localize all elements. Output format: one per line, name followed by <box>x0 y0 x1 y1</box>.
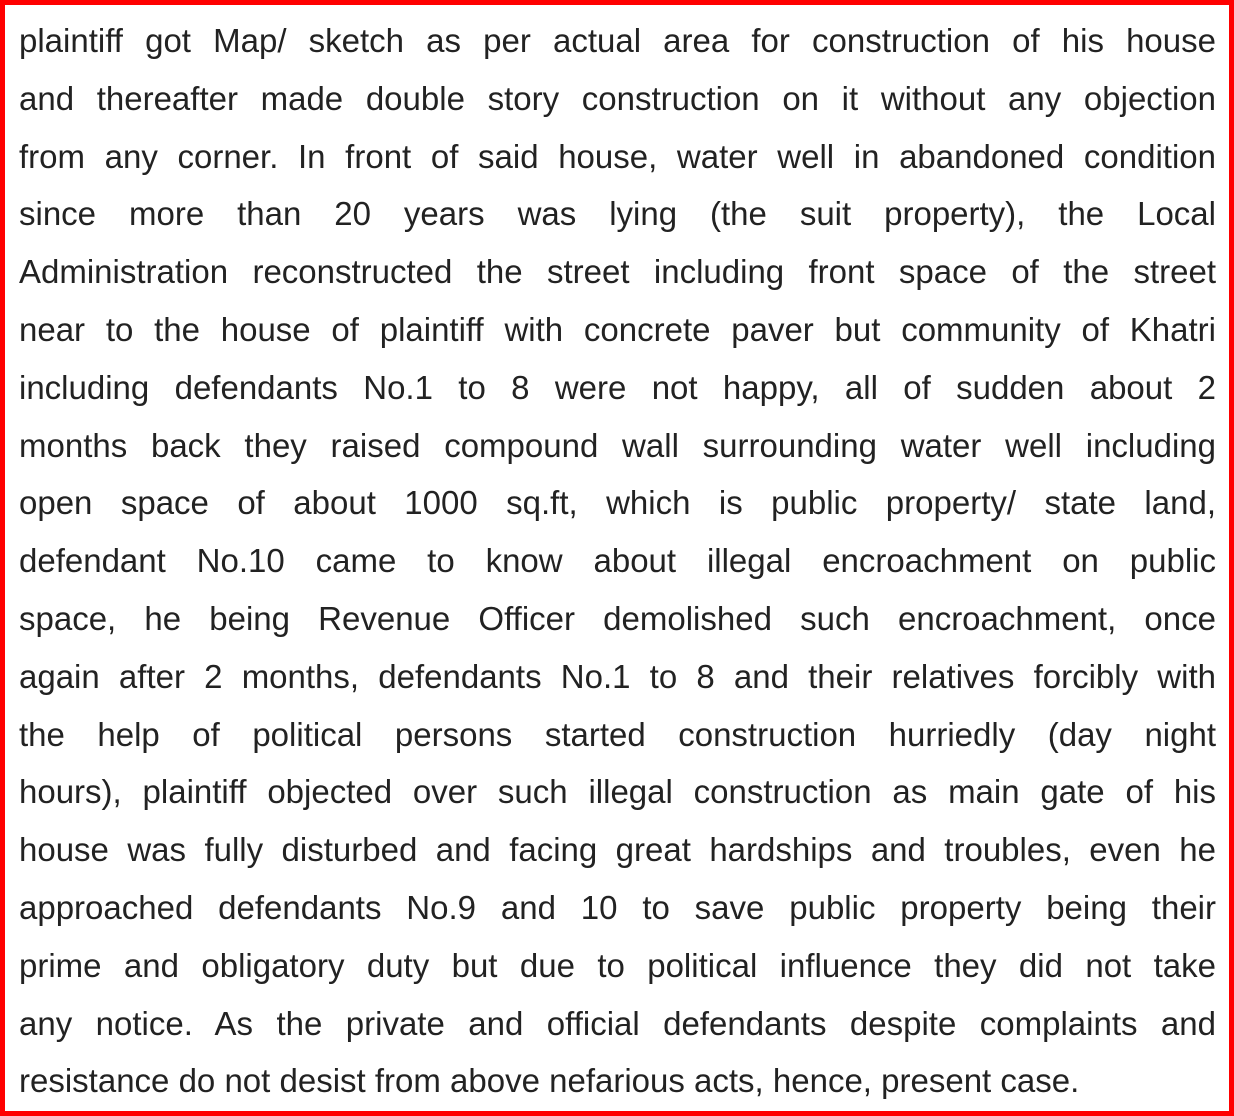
paragraph-line: again after 2 months, defendants No.1 to 8 and their relatives forcibly with <box>19 657 1216 695</box>
paragraph-line: the help of political persons started construction hurriedly (day night <box>19 715 1216 753</box>
paragraph-line: Administration reconstructed the street including front space of the street <box>19 253 1216 291</box>
paragraph-line: since more than 20 years was lying (the suit property), the Local <box>19 195 1216 233</box>
paragraph-line: hours), plaintiff objected over such illegal construction as main gate of his <box>19 773 1216 811</box>
document-paragraph <box>19 12 1216 1110</box>
paragraph-line: any notice. As the private and official defendants despite complaints and <box>19 1004 1216 1042</box>
paragraph-line: near to the house of plaintiff with concrete paver but community of Khatri <box>19 310 1216 348</box>
paragraph-line: resistance do not desist from above nefarious acts, hence, present case. <box>19 1062 1080 1100</box>
paragraph-line: defendant No.10 came to know about illegal encroachment on public <box>19 542 1216 580</box>
paragraph-line: plaintiff got Map/ sketch as per actual area for construction of his house <box>19 22 1216 59</box>
paragraph-line: and thereafter made double story construction on it without any objection <box>19 79 1216 117</box>
paragraph-line: prime and obligatory duty but due to political influence they did not take <box>19 946 1216 984</box>
paragraph-line: house was fully disturbed and facing great hardships and troubles, even he <box>19 831 1216 869</box>
paragraph-line: space, he being Revenue Officer demolished such encroachment, once <box>19 599 1216 637</box>
paragraph-line: including defendants No.1 to 8 were not happy, all of sudden about 2 <box>19 368 1216 406</box>
paragraph-line: from any corner. In front of said house, water well in abandoned condition <box>19 137 1216 175</box>
paragraph-line: open space of about 1000 sq.ft, which is public property/ state land, <box>19 484 1216 522</box>
paragraph-line: approached defendants No.9 and 10 to save public property being their <box>19 888 1216 926</box>
paragraph-line: months back they raised compound wall surrounding water well including <box>19 426 1216 464</box>
